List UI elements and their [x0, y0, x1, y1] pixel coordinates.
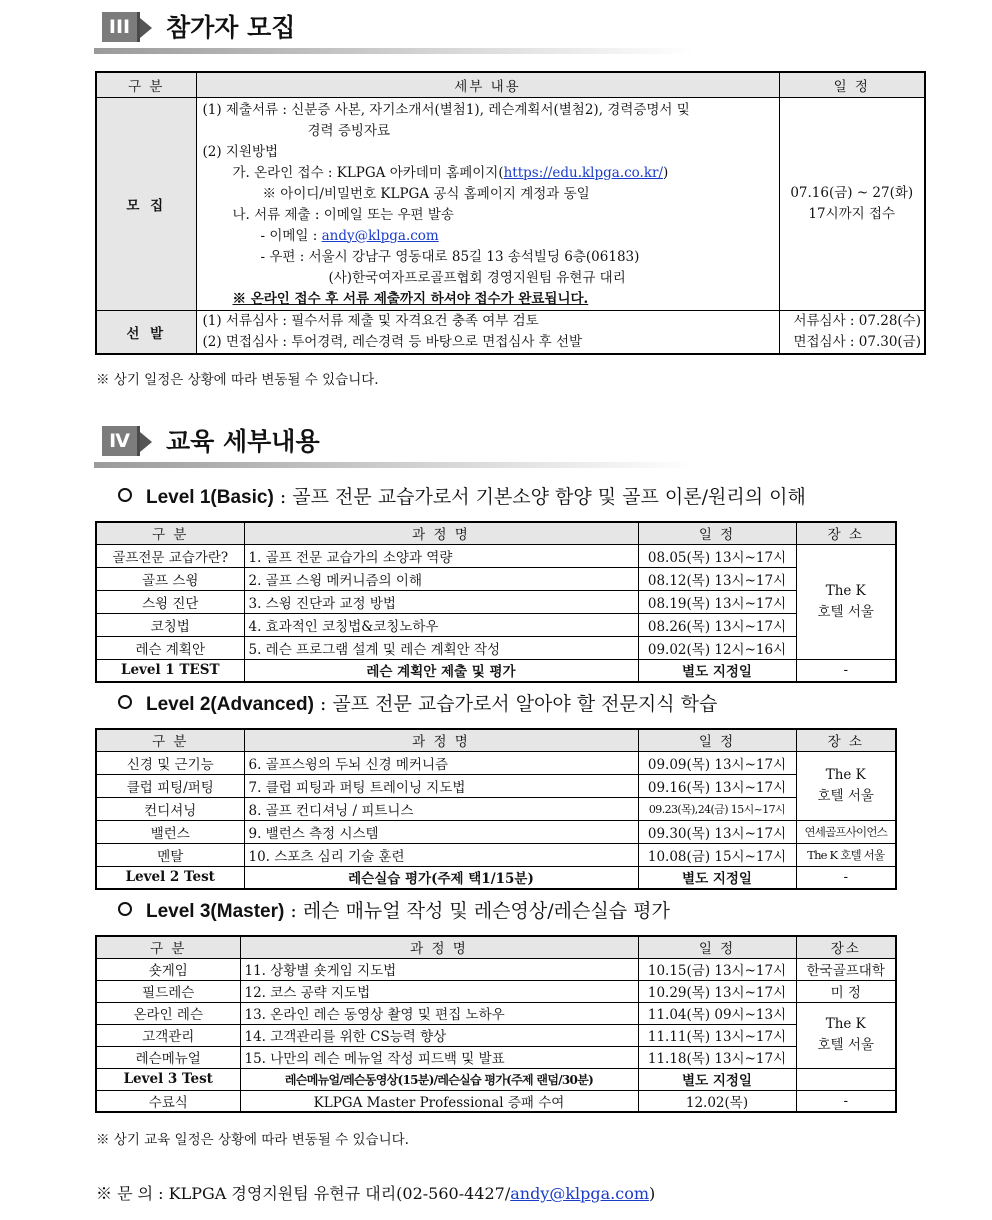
section-underline — [94, 462, 694, 468]
contact-line — [96, 1181, 655, 1204]
cell-place: 연세골프사이언스 — [796, 820, 896, 843]
table-row — [96, 843, 896, 866]
level-3-table — [95, 935, 897, 1113]
circle-bullet-icon — [118, 695, 132, 709]
col-header-place: 장 소 — [796, 729, 896, 751]
detail-line: 나. 서류 제출 : 이메일 또는 우편 발송 — [232, 206, 454, 223]
cell-place — [796, 1002, 896, 1068]
col-header-date: 일 정 — [638, 729, 796, 751]
cell-course: 11. 상황별 숏게임 지도법 — [240, 958, 638, 980]
cell-place: - — [796, 1090, 896, 1112]
cell-date: 08.19(목) 13시~17시 — [638, 590, 796, 613]
triangle-icon — [140, 18, 152, 38]
cell-place: The K 호텔 서울 — [796, 843, 896, 866]
cell-date: 08.26(목) 13시~17시 — [638, 613, 796, 636]
col-header-date: 일 정 — [638, 522, 796, 544]
recruit-table — [95, 71, 926, 355]
place-line: The K — [825, 766, 866, 783]
table-row — [96, 820, 896, 843]
cell-course: 6. 골프스윙의 두뇌 신경 메커니즘 — [244, 751, 638, 774]
section-title: 참가자 모집 — [166, 13, 296, 42]
triangle-icon — [140, 432, 152, 452]
table-row — [96, 544, 896, 567]
col-header-category: 구 분 — [96, 72, 196, 97]
detail-text: - 이메일 : — [260, 227, 322, 244]
cell-place: 한국골프대학 — [796, 958, 896, 980]
detail-line: (1) 제출서류 : 신분증 사본, 자기소개서(별첨1), 레슨계획서(별첨2), 경력증명서 및 — [202, 101, 690, 118]
level-name: Level 2(Advanced) — [146, 694, 314, 715]
detail-text: ) — [663, 164, 669, 181]
cell-date: 별도 지정일 — [638, 659, 796, 682]
cell-category: 고객관리 — [96, 1024, 240, 1046]
level-1-title — [118, 482, 806, 509]
cell-place: - — [796, 659, 896, 682]
detail-line-email — [201, 226, 775, 247]
schedule-line: 서류심사 : 07.28(수) — [793, 312, 921, 329]
col-header-course: 과 정 명 — [244, 729, 638, 751]
cell-place: 미 정 — [796, 980, 896, 1002]
detail-notice: ※ 온라인 접수 후 서류 제출까지 하셔야 접수가 완료됩니다. — [232, 290, 589, 307]
cell-date: 별도 지정일 — [638, 1068, 796, 1090]
cell-course: 3. 스윙 진단과 교정 방법 — [244, 590, 638, 613]
col-header-category: 구 분 — [96, 729, 244, 751]
col-header-course: 과 정 명 — [240, 936, 638, 958]
row-category-recruit: 모 집 — [96, 97, 196, 310]
cell-category: 온라인 레슨 — [96, 1002, 240, 1024]
cell-category: 레슨메뉴얼 — [96, 1046, 240, 1068]
cell-course: 12. 코스 공략 지도법 — [240, 980, 638, 1002]
cell-date: 10.15(금) 13시~17시 — [638, 958, 796, 980]
cell-course: 5. 레슨 프로그램 설계 및 레슨 계획안 작성 — [244, 636, 638, 659]
test-row — [96, 1068, 896, 1090]
table-row — [96, 958, 896, 980]
detail-line-online — [201, 163, 775, 184]
cell-category: 컨디셔닝 — [96, 797, 244, 820]
level-description: : 골프 전문 교습가로서 알아야 할 전문지식 학습 — [313, 693, 718, 715]
cell-category: 레슨 계획안 — [96, 636, 244, 659]
detail-line: (2) 지원방법 — [202, 143, 279, 160]
cell-place — [796, 544, 896, 659]
col-header-course: 과 정 명 — [244, 522, 638, 544]
cell-category: Level 3 Test — [96, 1068, 240, 1090]
cell-course: 8. 골프 컨디셔닝 / 피트니스 — [244, 797, 638, 820]
cell-date: 10.08(금) 15시~17시 — [638, 843, 796, 866]
cell-date: 10.29(목) 13시~17시 — [638, 980, 796, 1002]
cell-category: 골프 스윙 — [96, 567, 244, 590]
section-4-header — [94, 422, 694, 462]
circle-bullet-icon — [118, 488, 132, 502]
test-row — [96, 866, 896, 889]
cell-course: 2. 골프 스윙 메커니즘의 이해 — [244, 567, 638, 590]
cell-category: 밸런스 — [96, 820, 244, 843]
education-note: ※ 상기 교육 일정은 상황에 따라 변동될 수 있습니다. — [96, 1132, 409, 1148]
level-2-title — [118, 689, 717, 716]
cell-course: 4. 효과적인 코칭법&코칭노하우 — [244, 613, 638, 636]
email-link[interactable]: andy@klpga.com — [321, 227, 439, 244]
table-row — [96, 751, 896, 774]
col-header-category: 구 분 — [96, 936, 240, 958]
detail-line: ※ 아이디/비밀번호 KLPGA 공식 홈페이지 계정과 동일 — [262, 185, 590, 202]
cell-category: 숏게임 — [96, 958, 240, 980]
detail-line: (사)한국여자프로골프협회 경영지원팀 유현규 대리 — [328, 269, 626, 286]
place-line: 호텔 서울 — [817, 603, 874, 620]
ceremony-row — [96, 1090, 896, 1112]
cell-category: 수료식 — [96, 1090, 240, 1112]
cell-place-empty — [796, 1068, 896, 1090]
cell-course: 1. 골프 전문 교습가의 소양과 역량 — [244, 544, 638, 567]
cell-course: 13. 온라인 레슨 동영상 촬영 및 편집 노하우 — [240, 1002, 638, 1024]
level-description: : 레슨 매뉴얼 작성 및 레슨영상/레슨실습 평가 — [284, 900, 670, 922]
table-row — [96, 613, 896, 636]
cell-category: 코칭법 — [96, 613, 244, 636]
table-row — [96, 567, 896, 590]
cell-course: 14. 고객관리를 위한 CS능력 향상 — [240, 1024, 638, 1046]
cell-course: 7. 클럽 피팅과 퍼팅 트레이닝 지도법 — [244, 774, 638, 797]
col-header-place: 장 소 — [796, 522, 896, 544]
cell-course: 레슨 계획안 제출 및 평가 — [244, 659, 638, 682]
detail-line: 경력 증빙자료 — [307, 122, 391, 139]
col-header-place: 장소 — [796, 936, 896, 958]
recruit-schedule — [779, 97, 925, 310]
level-2-table — [95, 728, 897, 890]
detail-text: 가. 온라인 접수 : KLPGA 아카데미 홈페이지( — [232, 164, 504, 181]
select-details — [196, 310, 779, 354]
detail-line: (1) 서류심사 : 필수서류 제출 및 자격요건 충족 여부 검토 — [202, 312, 539, 329]
cell-course: 15. 나만의 레슨 메뉴얼 작성 피드백 및 발표 — [240, 1046, 638, 1068]
detail-line: (2) 면접심사 : 투어경력, 레슨경력 등 바탕으로 면접심사 후 선발 — [202, 333, 583, 350]
schedule-line: 면접심사 : 07.30(금) — [793, 333, 921, 350]
level-1-table — [95, 521, 897, 683]
cell-category: 멘탈 — [96, 843, 244, 866]
detail-line: - 우편 : 서울시 강남구 영동대로 85길 13 송석빌딩 6층(06183) — [260, 248, 640, 265]
table-row — [96, 1002, 896, 1024]
cell-course: 10. 스포츠 심리 기술 훈련 — [244, 843, 638, 866]
schedule-line: 07.16(금) ~ 27(화) — [790, 184, 914, 201]
table-row — [96, 1024, 896, 1046]
cell-category: Level 1 TEST — [96, 659, 244, 682]
col-header-details: 세부 내용 — [196, 72, 779, 97]
col-header-category: 구 분 — [96, 522, 244, 544]
place-line: 호텔 서울 — [817, 1037, 874, 1053]
cell-date: 09.16(목) 13시~17시 — [638, 774, 796, 797]
cell-category: 클럽 피팅/퍼팅 — [96, 774, 244, 797]
cell-category: Level 2 Test — [96, 866, 244, 889]
test-row — [96, 659, 896, 682]
cell-date: 09.30(목) 13시~17시 — [638, 820, 796, 843]
contact-text: ) — [649, 1184, 656, 1203]
cell-place: - — [796, 866, 896, 889]
cell-date: 11.11(목) 13시~17시 — [638, 1024, 796, 1046]
level-3-title — [118, 896, 670, 923]
cell-date: 08.05(목) 13시~17시 — [638, 544, 796, 567]
cell-date: 12.02(목) — [638, 1090, 796, 1112]
cell-date: 11.18(목) 13시~17시 — [638, 1046, 796, 1068]
section-3-header — [94, 8, 694, 48]
cell-date: 09.02(목) 12시~16시 — [638, 636, 796, 659]
schedule-note: ※ 상기 일정은 상황에 따라 변동될 수 있습니다. — [96, 372, 379, 388]
cell-course: 9. 밸런스 측정 시스템 — [244, 820, 638, 843]
cell-place — [796, 751, 896, 820]
place-line: The K — [825, 1016, 866, 1032]
level-description: : 골프 전문 교습가로서 기본소양 함양 및 골프 이론/원리의 이해 — [273, 486, 806, 508]
table-row — [96, 774, 896, 797]
cell-category: 신경 및 근기능 — [96, 751, 244, 774]
cell-course: 레슨메뉴얼/레슨동영상(15분)/레슨실습 평가(주제 랜덤/30분) — [240, 1068, 638, 1090]
section-number-badge: Ⅳ — [102, 426, 140, 456]
schedule-line: 17시까지 접수 — [808, 205, 896, 222]
cell-category: 필드레슨 — [96, 980, 240, 1002]
circle-bullet-icon — [118, 902, 132, 916]
section-title: 교육 세부내용 — [166, 427, 320, 456]
recruit-details — [196, 97, 779, 310]
place-line: The K — [825, 582, 866, 599]
row-category-select: 선 발 — [96, 310, 196, 354]
cell-category: 스윙 진단 — [96, 590, 244, 613]
level-name: Level 3(Master) — [146, 901, 285, 922]
cell-category: 골프전문 교습가란? — [96, 544, 244, 567]
table-row — [96, 1046, 896, 1068]
academy-link[interactable]: https://edu.klpga.co.kr/ — [503, 164, 664, 181]
section-underline — [94, 48, 694, 54]
select-schedule — [779, 310, 925, 354]
place-line: 호텔 서울 — [817, 787, 874, 804]
cell-course: KLPGA Master Professional 증패 수여 — [240, 1090, 638, 1112]
table-row — [96, 797, 896, 820]
cell-date: 09.09(목) 13시~17시 — [638, 751, 796, 774]
cell-date: 별도 지정일 — [638, 866, 796, 889]
col-header-date: 일 정 — [638, 936, 796, 958]
contact-text: ※ 문 의 : KLPGA 경영지원팀 유현규 대리(02-560-4427/ — [96, 1184, 511, 1203]
table-row — [96, 636, 896, 659]
contact-email-link[interactable]: andy@klpga.com — [510, 1184, 650, 1203]
cell-date: 11.04(목) 09시~13시 — [638, 1002, 796, 1024]
cell-date: 08.12(목) 13시~17시 — [638, 567, 796, 590]
level-name: Level 1(Basic) — [146, 487, 274, 508]
table-row — [96, 590, 896, 613]
cell-date: 09.23(목),24(금) 15시~17시 — [638, 797, 796, 820]
section-number-badge: III — [102, 12, 140, 42]
table-row — [96, 980, 896, 1002]
col-header-schedule: 일 정 — [779, 72, 925, 97]
cell-course: 레슨실습 평가(주제 택1/15분) — [244, 866, 638, 889]
